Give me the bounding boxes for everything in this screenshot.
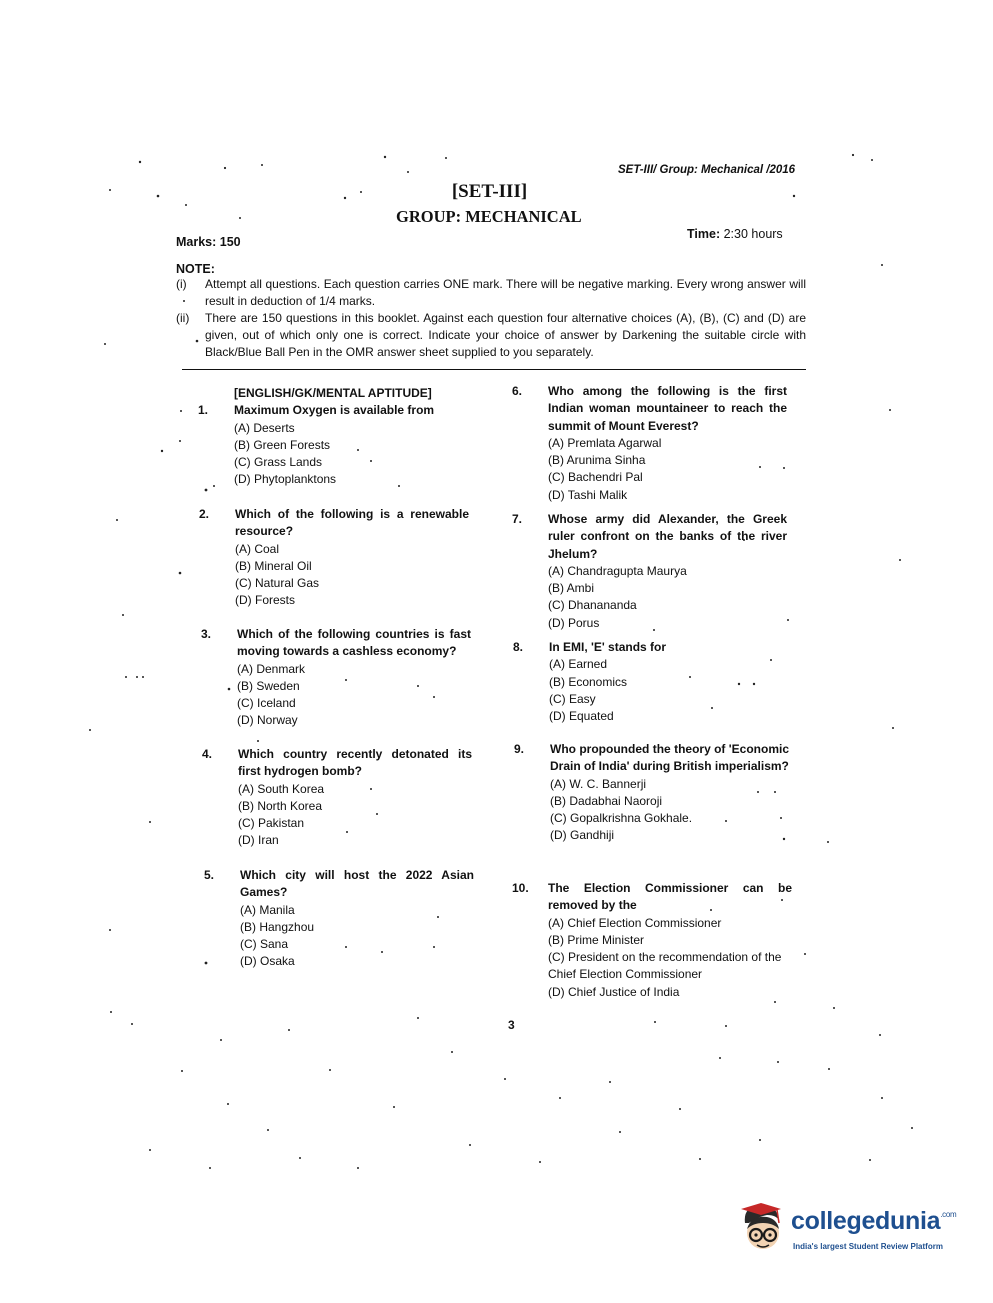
- option-b: (B) Mineral Oil: [235, 558, 312, 573]
- option-c: (C) Bachendri Pal: [548, 470, 643, 485]
- instruction-number: (i): [176, 277, 187, 291]
- question-text: Whose army did Alexander, the Greek ruler confront on the banks of the river Jhelum?: [548, 512, 787, 561]
- instruction-item: [176, 276, 806, 310]
- instruction-number: (ii): [176, 311, 190, 325]
- option-d: (D) Forests: [235, 593, 295, 608]
- option-a: (A) Manila: [240, 902, 295, 917]
- option-d: (D) Iran: [238, 833, 279, 848]
- question-text: Who among the following is the first Indian woman mountaineer to reach the summit of Mount Everest?: [548, 384, 787, 433]
- group-title: GROUP: MECHANICAL: [396, 207, 582, 226]
- option-a: (A) Earned: [549, 657, 608, 672]
- question-text: Maximum Oxygen is available from: [234, 403, 435, 418]
- question-10: [512, 880, 792, 1001]
- question-8: [513, 639, 788, 725]
- option-d: (D) Gandhiji: [550, 828, 615, 843]
- option-c: (C) Easy: [549, 691, 596, 706]
- question-number: 8.: [513, 640, 524, 654]
- question-text: Who propounded the theory of 'Economic Drain of India' during British imperialism?: [550, 742, 789, 774]
- collegedunia-watermark: [737, 1201, 967, 1261]
- option-d: (D) Osaka: [240, 954, 295, 969]
- question-number: 6.: [512, 384, 523, 398]
- option-d: (D) Chief Justice of India: [548, 984, 680, 999]
- question-3: [201, 626, 471, 730]
- question-4: [202, 746, 472, 850]
- question-text: The Election Commissioner can be removed by the: [548, 881, 792, 913]
- question-number: 2.: [199, 507, 210, 521]
- section-title: [ENGLISH/GK/MENTAL APTITUDE]: [234, 386, 432, 400]
- instruction-item: [176, 310, 806, 361]
- option-b: (B) Hangzhou: [240, 919, 315, 934]
- option-b: (B) Green Forests: [234, 437, 331, 452]
- brand-tagline: India's largest Student Review Platform: [793, 1242, 943, 1251]
- option-a: (A) Premlata Agarwal: [548, 435, 662, 450]
- question-9: [514, 741, 789, 845]
- option-b: (B) North Korea: [238, 798, 323, 813]
- question-number: 4.: [202, 747, 213, 761]
- question-1: [198, 385, 473, 489]
- question-6: [512, 383, 787, 504]
- option-c: (C) Grass Lands: [234, 455, 323, 470]
- option-a: (A) Chief Election Commissioner: [548, 915, 722, 930]
- instruction-text: Attempt all questions. Each question carries ONE mark. There will be negative marking. Every wrong answer will result in deduction of 1/4 marks.: [205, 277, 806, 308]
- time-label: Time: 2:30 hours: [687, 227, 783, 241]
- question-5: [204, 867, 474, 971]
- question-number: 7.: [512, 512, 523, 526]
- option-a: (A) Chandragupta Maurya: [548, 563, 687, 578]
- option-d: (D) Porus: [548, 615, 600, 630]
- brand-name: collegedunia$^{.com}$: [791, 1207, 957, 1235]
- option-b: (B) Prime Minister: [548, 932, 645, 947]
- question-number: 5.: [204, 868, 215, 882]
- question-text: Which of the following countries is fast moving towards a cashless economy?: [237, 627, 471, 659]
- question-number: 1.: [198, 403, 209, 418]
- option-d: (D) Phytoplanktons: [234, 472, 337, 487]
- marks-label: Marks: 150: [176, 235, 241, 249]
- option-b: (B) Ambi: [548, 581, 595, 596]
- option-a: (A) W. C. Bannerji: [550, 776, 647, 791]
- option-a: (A) Deserts: [234, 420, 295, 435]
- page-number: 3: [508, 1018, 515, 1032]
- set-title: [SET-III]: [451, 181, 528, 202]
- question-text: In EMI, 'E' stands for: [549, 640, 667, 654]
- option-c: (C) Sana: [240, 937, 289, 952]
- option-d: (D) Equated: [549, 709, 614, 724]
- instruction-text: There are 150 questions in this booklet. Against each question four alternative choices (A), (B), (C) and (D) are given, out of which only one is correct. Indicate your choice of answer by Darkening the suitable circle with Black/Blue Ball Pen in the OMR answer sheet supplied to you separately.: [205, 311, 806, 359]
- option-b: (B) Arunima Sinha: [548, 453, 646, 468]
- option-a: (A) South Korea: [238, 781, 325, 796]
- option-c: (C) Iceland: [237, 696, 296, 711]
- option-a: (A) Denmark: [237, 661, 306, 676]
- question-text: Which city will host the 2022 Asian Games?: [240, 868, 474, 900]
- option-c: (C) President on the recommendation of the Chief Election Commissioner: [548, 950, 782, 982]
- note-heading: NOTE:: [176, 262, 215, 276]
- option-b: (B) Sweden: [237, 678, 300, 693]
- option-c: (C) Pakistan: [238, 816, 305, 831]
- set-code: SET-III/ Group: Mechanical /2016: [618, 164, 796, 176]
- option-b: (B) Economics: [549, 674, 628, 689]
- option-c: (C) Gopalkrishna Gokhale.: [550, 811, 693, 826]
- question-number: 10.: [512, 881, 529, 895]
- option-a: (A) Coal: [235, 541, 280, 556]
- option-b: (B) Dadabhai Naoroji: [550, 793, 663, 808]
- question-7: [512, 511, 787, 632]
- divider-rule: [182, 369, 806, 370]
- option-c: (C) Dhanananda: [548, 598, 637, 613]
- question-2: [199, 506, 469, 610]
- question-number: 3.: [201, 627, 212, 641]
- student-mascot-icon: [737, 1201, 787, 1257]
- option-d: (D) Tashi Malik: [548, 487, 628, 502]
- question-number: 9.: [514, 742, 525, 756]
- option-c: (C) Natural Gas: [235, 576, 320, 591]
- question-text: Which of the following is a renewable resource?: [235, 507, 469, 539]
- question-text: Which country recently detonated its first hydrogen bomb?: [238, 747, 472, 779]
- option-d: (D) Norway: [237, 713, 298, 728]
